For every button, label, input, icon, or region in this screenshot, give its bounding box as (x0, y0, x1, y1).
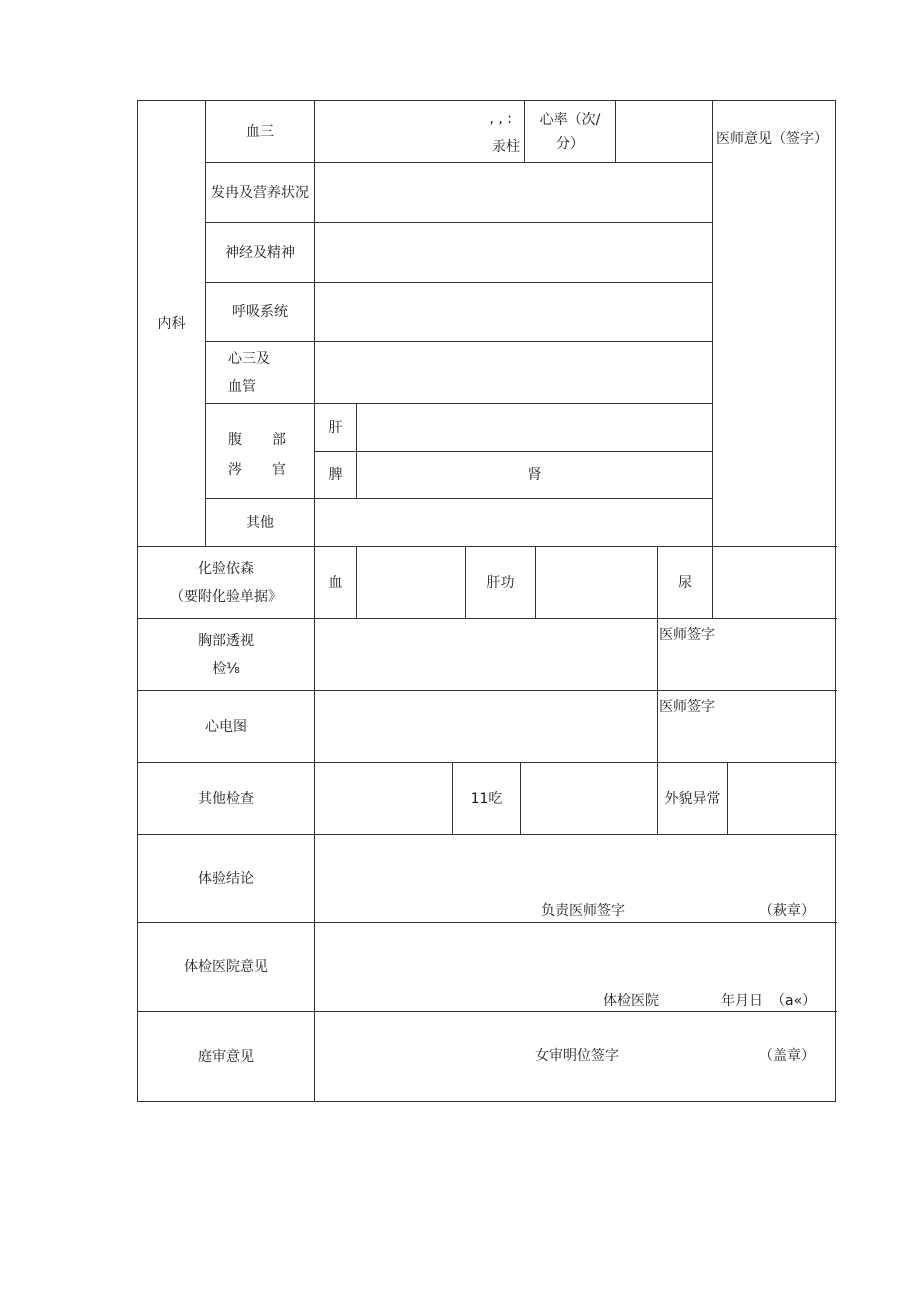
development-label (206, 163, 315, 223)
abdomen-text-1b: 部 (272, 432, 286, 448)
heart-rate-value-cell[interactable] (616, 101, 713, 163)
bp-unit: 汞柱 (492, 139, 520, 155)
ecg-doctor-sign-text: 医师签字 (659, 699, 715, 715)
cardio-value-cell[interactable] (315, 342, 713, 404)
hospital-opinion-text: 体检医院意见 (184, 959, 268, 975)
ecg-doctor-sign-cell[interactable] (658, 691, 837, 763)
lab-text-1: 化验依森 (198, 560, 254, 577)
internal-medicine-text: 内科 (157, 315, 186, 332)
lab-blood-text: 血 (328, 574, 343, 591)
lab-text-2: （要附化验单据》 (170, 588, 282, 605)
nerve-value-cell[interactable] (315, 223, 713, 283)
kidney-text: 肾 (527, 467, 542, 483)
abdomen-text-2b: 官 (272, 462, 286, 478)
hospital-name-text: 体检医院 (603, 993, 659, 1009)
spleen-kidney-value-cell[interactable] (357, 452, 713, 499)
review-opinion-value-cell[interactable] (315, 1012, 837, 1101)
abdomen-text-1a: 腹 (228, 432, 242, 448)
ecg-value-cell[interactable] (315, 691, 658, 763)
chest-value-cell[interactable] (315, 619, 658, 691)
review-seal-text: （盖章） (759, 1048, 815, 1064)
liver-value-cell[interactable] (357, 404, 713, 452)
medical-exam-form (137, 100, 836, 1102)
appearance-value-cell[interactable] (728, 763, 837, 835)
lab-blood-value-cell[interactable] (357, 547, 466, 619)
development-value-cell[interactable] (315, 163, 713, 223)
conclusion-label (138, 835, 315, 923)
chest-doctor-sign-text: 医师签字 (659, 627, 715, 643)
abdomen-text-2a: 涔 (228, 462, 242, 478)
hospital-opinion-value-cell[interactable] (315, 923, 837, 1012)
liver-label (315, 404, 357, 452)
other-exam-mid-label (453, 763, 521, 835)
cardio-label (206, 342, 315, 404)
hospital-date-text: 年月日 (721, 993, 763, 1009)
review-opinion-text: 庭审意见 (198, 1048, 254, 1065)
abdomen-label (206, 404, 315, 499)
other-exam-value-cell[interactable] (315, 763, 453, 835)
other-exam-mid-value-cell[interactable] (521, 763, 658, 835)
other-value-cell[interactable] (315, 499, 713, 547)
cardio-text-1: 心三及 (228, 350, 270, 367)
liver-text: 肝 (328, 419, 343, 436)
blood-pressure-text: 血三 (246, 123, 274, 140)
chest-doctor-sign-cell[interactable] (658, 619, 837, 691)
respiratory-text: 呼吸系统 (232, 304, 288, 320)
conclusion-sign-text: 负责医师签字 (541, 903, 625, 919)
lab-urine-label (658, 547, 713, 619)
cardio-text-2: 血管 (228, 378, 256, 395)
lab-liver-function-text: 肝功 (486, 574, 515, 591)
heart-rate-label (525, 101, 616, 163)
blood-pressure-label (206, 101, 315, 163)
internal-medicine-label (138, 101, 206, 547)
heart-rate-text-1: 心率（次/ (539, 111, 601, 128)
chest-label (138, 619, 315, 691)
ecg-text: 心电图 (205, 718, 247, 735)
lab-liver-function-value-cell[interactable] (536, 547, 658, 619)
chest-text-1: 胸部透视 (198, 632, 254, 649)
lab-blood-label (315, 547, 357, 619)
conclusion-value-cell[interactable] (315, 835, 837, 923)
blood-pressure-value-cell[interactable] (315, 101, 525, 163)
other-exam-text: 其他检查 (198, 790, 254, 807)
lab-label (138, 547, 315, 619)
conclusion-seal-text: （萩章） (759, 903, 815, 919)
doctor-opinion-cell[interactable] (713, 101, 837, 547)
spleen-label (315, 452, 357, 499)
conclusion-text: 体验结论 (198, 870, 254, 887)
spleen-text: 脾 (328, 467, 343, 483)
nerve-text: 神经及精神 (225, 244, 295, 261)
other-exam-mid-text: 11吃 (470, 790, 503, 807)
lab-urine-text: 尿 (678, 574, 692, 591)
ecg-label (138, 691, 315, 763)
chest-text-2: 检⅛ (212, 660, 240, 677)
development-text: 发冉及营养状况 (211, 184, 309, 201)
lab-urine-value-cell[interactable] (713, 547, 837, 619)
review-sign-text: 女审明位签字 (535, 1048, 619, 1064)
doctor-opinion-text: 医师意见（签字） (716, 131, 828, 147)
respiratory-value-cell[interactable] (315, 283, 713, 342)
lab-liver-function-label (466, 547, 536, 619)
appearance-label (658, 763, 728, 835)
other-label (206, 499, 315, 547)
appearance-text: 外貌异常 (664, 790, 721, 807)
review-opinion-label (138, 1012, 315, 1101)
bp-marks: , , : (489, 111, 512, 127)
other-text: 其他 (246, 514, 274, 531)
heart-rate-text-2: 分） (556, 135, 584, 152)
respiratory-label (206, 283, 315, 342)
hospital-opinion-label (138, 923, 315, 1012)
other-exam-label (138, 763, 315, 835)
nerve-label (206, 223, 315, 283)
hospital-seal-text: （a«） (771, 993, 817, 1009)
